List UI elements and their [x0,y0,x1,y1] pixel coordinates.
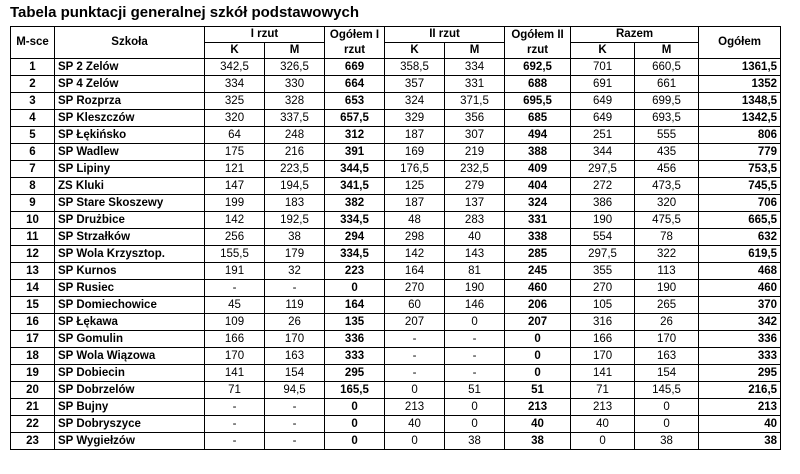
m-round-2-cell: 334 [445,59,505,76]
k-sum-cell: 649 [571,93,635,110]
k-round-1-cell: - [205,399,265,416]
m-round-2-cell: 331 [445,76,505,93]
header-school: Szkoła [55,27,205,59]
k-round-2-cell: 169 [385,144,445,161]
total-cell: 619,5 [699,246,781,263]
school-cell: SP Wygiełzów [55,433,205,450]
total-cell: 468 [699,263,781,280]
m-round-1-cell: 38 [265,229,325,246]
header-round-1: I rzut [205,27,325,43]
k-round-1-cell: 342,5 [205,59,265,76]
k-sum-cell: 272 [571,178,635,195]
table-row [11,144,781,161]
k-round-2-cell: 40 [385,416,445,433]
m-round-2-cell: 0 [445,314,505,331]
k-round-2-cell: 176,5 [385,161,445,178]
school-cell: SP 2 Zelów [55,59,205,76]
total-cell: 806 [699,127,781,144]
m-sum-cell: 473,5 [635,178,699,195]
k-round-2-cell: 60 [385,297,445,314]
m-round-1-cell: 183 [265,195,325,212]
k-sum-cell: 141 [571,365,635,382]
k-round-2-cell: 329 [385,110,445,127]
k-round-1-cell: 170 [205,348,265,365]
m-round-2-cell: 190 [445,280,505,297]
k-sum-cell: 316 [571,314,635,331]
score-table [10,26,781,450]
k-round-1-cell: 199 [205,195,265,212]
m-sum-cell: 322 [635,246,699,263]
m-sum-cell: 555 [635,127,699,144]
k-round-1-cell: - [205,280,265,297]
table-row [11,382,781,399]
m-round-2-cell: - [445,365,505,382]
position-cell: 7 [11,161,55,178]
m-round-1-cell: - [265,280,325,297]
table-row [11,246,781,263]
school-cell: SP Wola Wiązowa [55,348,205,365]
table-row [11,110,781,127]
k-sum-cell: 105 [571,297,635,314]
k-sum-cell: 170 [571,348,635,365]
school-cell: SP 4 Zelów [55,76,205,93]
k-round-2-cell: 48 [385,212,445,229]
k-round-2-cell: 125 [385,178,445,195]
total-round-2-cell: 51 [505,382,571,399]
k-round-1-cell: 147 [205,178,265,195]
school-cell: SP Wadlew [55,144,205,161]
k-sum-cell: 691 [571,76,635,93]
k-round-1-cell: 175 [205,144,265,161]
total-round-2-cell: 388 [505,144,571,161]
position-cell: 23 [11,433,55,450]
k-round-1-cell: 141 [205,365,265,382]
total-cell: 745,5 [699,178,781,195]
total-round-1-cell: 164 [325,297,385,314]
position-cell: 13 [11,263,55,280]
m-round-2-cell: 371,5 [445,93,505,110]
k-sum-cell: 213 [571,399,635,416]
position-cell: 15 [11,297,55,314]
k-round-1-cell: 191 [205,263,265,280]
subheader-k-sum: K [571,43,635,59]
subheader-m-sum: M [635,43,699,59]
m-sum-cell: 0 [635,399,699,416]
m-round-1-cell: - [265,399,325,416]
m-round-2-cell: - [445,331,505,348]
table-row [11,178,781,195]
m-sum-cell: 435 [635,144,699,161]
total-round-2-cell: 206 [505,297,571,314]
total-round-1-cell: 334,5 [325,212,385,229]
position-cell: 10 [11,212,55,229]
m-sum-cell: 660,5 [635,59,699,76]
total-round-1-cell: 382 [325,195,385,212]
total-round-1-cell: 223 [325,263,385,280]
total-round-1-cell: 294 [325,229,385,246]
m-sum-cell: 113 [635,263,699,280]
position-cell: 9 [11,195,55,212]
m-round-1-cell: 216 [265,144,325,161]
k-round-1-cell: 64 [205,127,265,144]
total-cell: 665,5 [699,212,781,229]
m-round-1-cell: 192,5 [265,212,325,229]
school-cell: SP Stare Skoszewy [55,195,205,212]
m-sum-cell: 163 [635,348,699,365]
total-cell: 1348,5 [699,93,781,110]
total-round-1-cell: 336 [325,331,385,348]
total-round-2-cell: 338 [505,229,571,246]
m-sum-cell: 456 [635,161,699,178]
m-sum-cell: 693,5 [635,110,699,127]
m-round-1-cell: 326,5 [265,59,325,76]
header-total-round-2 [505,27,571,59]
position-cell: 22 [11,416,55,433]
m-sum-cell: 0 [635,416,699,433]
table-row [11,93,781,110]
table-row [11,348,781,365]
position-cell: 4 [11,110,55,127]
total-cell: 213 [699,399,781,416]
total-round-2-cell: 285 [505,246,571,263]
subheader-k-round-2: K [385,43,445,59]
m-sum-cell: 38 [635,433,699,450]
school-cell: SP Łękińsko [55,127,205,144]
table-body [11,59,781,450]
total-round-2-cell: 331 [505,212,571,229]
school-cell: SP Drużbice [55,212,205,229]
total-round-2-cell: 692,5 [505,59,571,76]
m-round-1-cell: - [265,416,325,433]
k-round-2-cell: 207 [385,314,445,331]
m-round-1-cell: 170 [265,331,325,348]
total-cell: 216,5 [699,382,781,399]
header-total: Ogółem [699,27,781,59]
k-round-1-cell: - [205,416,265,433]
k-sum-cell: 386 [571,195,635,212]
school-cell: SP Domiechowice [55,297,205,314]
subheader-m-round-2: M [445,43,505,59]
k-round-2-cell: 187 [385,127,445,144]
school-cell: SP Rusiec [55,280,205,297]
table-row [11,212,781,229]
k-sum-cell: 554 [571,229,635,246]
k-round-2-cell: - [385,331,445,348]
k-round-2-cell: 270 [385,280,445,297]
position-cell: 2 [11,76,55,93]
table-row [11,263,781,280]
school-cell: SP Kleszczów [55,110,205,127]
total-round-2-cell: 409 [505,161,571,178]
school-cell: SP Łękawa [55,314,205,331]
total-round-1-cell: 295 [325,365,385,382]
k-round-1-cell: 320 [205,110,265,127]
page-title: Tabela punktacji generalnej szkół podstawowych [10,4,359,21]
total-round-2-cell: 213 [505,399,571,416]
m-round-2-cell: 51 [445,382,505,399]
total-round-1-cell: 391 [325,144,385,161]
total-round-2-cell: 0 [505,365,571,382]
total-cell: 295 [699,365,781,382]
k-sum-cell: 71 [571,382,635,399]
total-round-1-cell: 165,5 [325,382,385,399]
position-cell: 1 [11,59,55,76]
k-round-2-cell: 0 [385,382,445,399]
school-cell: SP Wola Krzysztop. [55,246,205,263]
k-sum-cell: 0 [571,433,635,450]
total-round-1-cell: 657,5 [325,110,385,127]
m-round-2-cell: 283 [445,212,505,229]
m-round-2-cell: 219 [445,144,505,161]
m-round-2-cell: 146 [445,297,505,314]
header-total-round-2-line1: Ogółem II [511,28,564,41]
total-cell: 1361,5 [699,59,781,76]
table-row [11,416,781,433]
k-round-1-cell: 325 [205,93,265,110]
k-round-2-cell: 213 [385,399,445,416]
total-round-2-cell: 207 [505,314,571,331]
total-round-1-cell: 0 [325,416,385,433]
total-round-2-cell: 245 [505,263,571,280]
total-round-1-cell: 334,5 [325,246,385,263]
m-round-2-cell: 81 [445,263,505,280]
table-row [11,161,781,178]
m-round-1-cell: 328 [265,93,325,110]
total-round-2-cell: 0 [505,348,571,365]
total-round-2-cell: 40 [505,416,571,433]
k-round-2-cell: 164 [385,263,445,280]
k-round-2-cell: - [385,348,445,365]
k-sum-cell: 251 [571,127,635,144]
total-round-2-cell: 460 [505,280,571,297]
m-round-2-cell: 40 [445,229,505,246]
table-row [11,229,781,246]
m-round-1-cell: 223,5 [265,161,325,178]
k-sum-cell: 355 [571,263,635,280]
total-round-2-cell: 695,5 [505,93,571,110]
m-round-1-cell: 32 [265,263,325,280]
position-cell: 21 [11,399,55,416]
m-round-2-cell: - [445,348,505,365]
table-row [11,365,781,382]
m-sum-cell: 145,5 [635,382,699,399]
m-round-1-cell: 94,5 [265,382,325,399]
position-cell: 18 [11,348,55,365]
total-cell: 333 [699,348,781,365]
k-round-1-cell: 155,5 [205,246,265,263]
table-row [11,76,781,93]
table-row [11,195,781,212]
total-cell: 753,5 [699,161,781,178]
total-cell: 706 [699,195,781,212]
k-round-2-cell: 0 [385,433,445,450]
total-round-2-cell: 688 [505,76,571,93]
total-round-2-cell: 324 [505,195,571,212]
total-round-1-cell: 0 [325,433,385,450]
m-round-1-cell: 179 [265,246,325,263]
m-sum-cell: 170 [635,331,699,348]
header-total-round-2-line2: rzut [526,43,549,56]
total-cell: 1352 [699,76,781,93]
position-cell: 6 [11,144,55,161]
position-cell: 16 [11,314,55,331]
header-round-2: II rzut [385,27,505,43]
header-total-round-1-line2: rzut [343,43,366,56]
position-cell: 5 [11,127,55,144]
k-round-1-cell: - [205,433,265,450]
table-row [11,314,781,331]
m-round-2-cell: 232,5 [445,161,505,178]
total-cell: 1342,5 [699,110,781,127]
k-round-2-cell: - [385,365,445,382]
table-row [11,127,781,144]
m-round-1-cell: 163 [265,348,325,365]
total-round-1-cell: 669 [325,59,385,76]
k-sum-cell: 40 [571,416,635,433]
k-sum-cell: 270 [571,280,635,297]
total-round-2-cell: 494 [505,127,571,144]
m-sum-cell: 265 [635,297,699,314]
m-sum-cell: 26 [635,314,699,331]
school-cell: SP Strzałków [55,229,205,246]
total-round-1-cell: 664 [325,76,385,93]
k-round-1-cell: 71 [205,382,265,399]
school-cell: SP Gomulin [55,331,205,348]
k-sum-cell: 297,5 [571,161,635,178]
k-round-1-cell: 166 [205,331,265,348]
total-round-1-cell: 0 [325,280,385,297]
school-cell: SP Kurnos [55,263,205,280]
m-round-1-cell: 154 [265,365,325,382]
k-round-1-cell: 109 [205,314,265,331]
m-round-2-cell: 307 [445,127,505,144]
k-round-2-cell: 142 [385,246,445,263]
position-cell: 3 [11,93,55,110]
k-round-1-cell: 256 [205,229,265,246]
total-round-2-cell: 685 [505,110,571,127]
school-cell: SP Dobryszyce [55,416,205,433]
m-round-2-cell: 0 [445,399,505,416]
k-round-1-cell: 142 [205,212,265,229]
table-row [11,433,781,450]
m-round-1-cell: - [265,433,325,450]
total-cell: 342 [699,314,781,331]
table-row [11,59,781,76]
total-round-1-cell: 135 [325,314,385,331]
subheader-m-round-1: M [265,43,325,59]
total-round-1-cell: 333 [325,348,385,365]
header-total-round-1 [325,27,385,59]
total-cell: 632 [699,229,781,246]
m-round-2-cell: 279 [445,178,505,195]
m-sum-cell: 320 [635,195,699,212]
m-round-2-cell: 356 [445,110,505,127]
k-round-2-cell: 298 [385,229,445,246]
school-cell: SP Dobrzelów [55,382,205,399]
school-cell: ZS Kluki [55,178,205,195]
m-round-2-cell: 0 [445,416,505,433]
m-sum-cell: 475,5 [635,212,699,229]
position-cell: 20 [11,382,55,399]
header-sum: Razem [571,27,699,43]
position-cell: 8 [11,178,55,195]
m-round-1-cell: 26 [265,314,325,331]
m-round-1-cell: 337,5 [265,110,325,127]
school-cell: SP Lipiny [55,161,205,178]
school-cell: SP Rozprza [55,93,205,110]
k-sum-cell: 649 [571,110,635,127]
position-cell: 19 [11,365,55,382]
total-cell: 779 [699,144,781,161]
k-sum-cell: 190 [571,212,635,229]
k-round-1-cell: 45 [205,297,265,314]
k-round-2-cell: 324 [385,93,445,110]
k-round-1-cell: 121 [205,161,265,178]
position-cell: 14 [11,280,55,297]
k-round-1-cell: 334 [205,76,265,93]
total-round-2-cell: 0 [505,331,571,348]
header-row [11,27,781,43]
m-sum-cell: 154 [635,365,699,382]
m-round-1-cell: 194,5 [265,178,325,195]
m-round-2-cell: 38 [445,433,505,450]
m-round-1-cell: 119 [265,297,325,314]
m-sum-cell: 78 [635,229,699,246]
total-cell: 370 [699,297,781,314]
table-row [11,331,781,348]
total-cell: 460 [699,280,781,297]
total-cell: 38 [699,433,781,450]
position-cell: 11 [11,229,55,246]
header-position: M-sce [11,27,55,59]
header-total-round-1-line1: Ogółem I [329,28,380,41]
total-round-2-cell: 38 [505,433,571,450]
total-round-2-cell: 404 [505,178,571,195]
m-round-1-cell: 248 [265,127,325,144]
table-row [11,280,781,297]
position-cell: 17 [11,331,55,348]
k-sum-cell: 166 [571,331,635,348]
position-cell: 12 [11,246,55,263]
school-cell: SP Dobiecin [55,365,205,382]
total-round-1-cell: 344,5 [325,161,385,178]
m-round-2-cell: 143 [445,246,505,263]
total-round-1-cell: 341,5 [325,178,385,195]
total-round-1-cell: 312 [325,127,385,144]
m-sum-cell: 190 [635,280,699,297]
total-cell: 336 [699,331,781,348]
table-row [11,399,781,416]
total-round-1-cell: 0 [325,399,385,416]
m-round-1-cell: 330 [265,76,325,93]
m-sum-cell: 699,5 [635,93,699,110]
k-sum-cell: 701 [571,59,635,76]
total-round-1-cell: 653 [325,93,385,110]
total-cell: 40 [699,416,781,433]
m-round-2-cell: 137 [445,195,505,212]
k-round-2-cell: 358,5 [385,59,445,76]
k-sum-cell: 344 [571,144,635,161]
m-sum-cell: 661 [635,76,699,93]
k-sum-cell: 297,5 [571,246,635,263]
table-row [11,297,781,314]
k-round-2-cell: 187 [385,195,445,212]
k-round-2-cell: 357 [385,76,445,93]
school-cell: SP Bujny [55,399,205,416]
subheader-k-round-1: K [205,43,265,59]
